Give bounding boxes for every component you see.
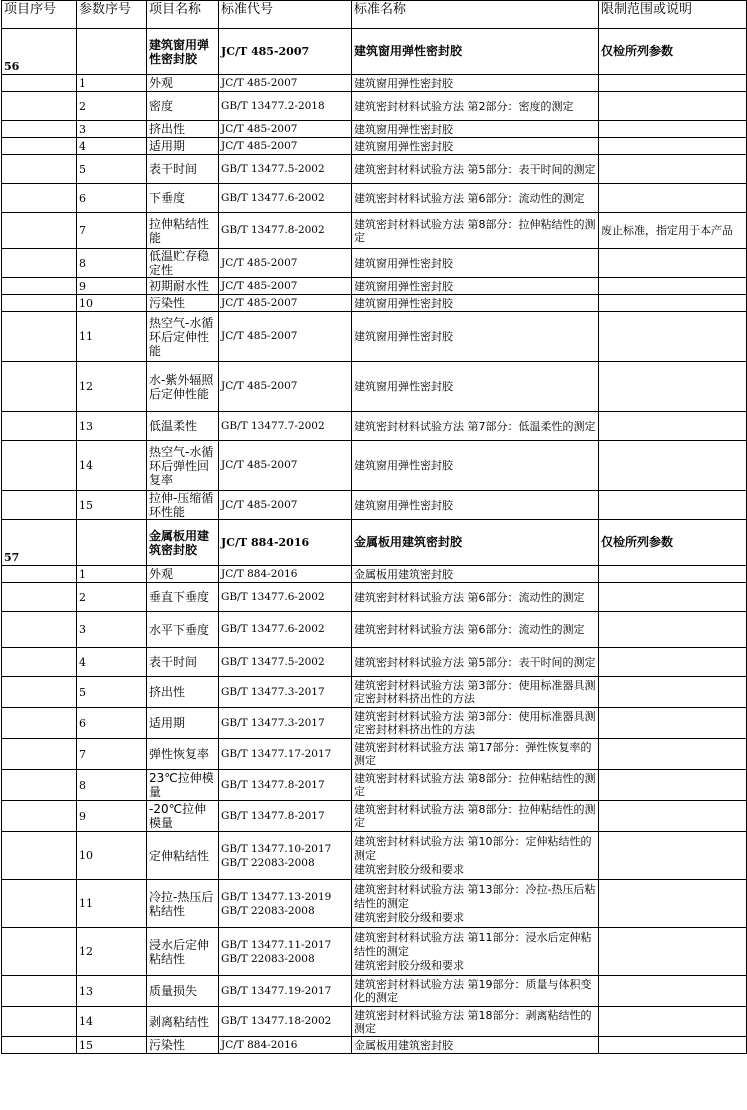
header-project-name: 项目名称 [147, 1, 219, 29]
row-standard-name: 建筑密封材料试验方法 第2部分：密度的测定 [352, 92, 599, 121]
row-standard-code: JC/T 485-2007 [219, 138, 352, 155]
row-project-no [2, 92, 77, 121]
row-limit [599, 412, 747, 441]
row-param-no: 9 [77, 278, 147, 295]
table-row [2, 677, 747, 708]
row-project-no [2, 295, 77, 312]
row-project-name: 水平下垂度 [147, 612, 219, 648]
row-standard-name: 建筑密封材料试验方法 第7部分：低温柔性的测定 [352, 412, 599, 441]
row-project-name: 质量损失 [147, 976, 219, 1007]
row-param-no: 12 [77, 362, 147, 412]
header-project-no: 项目序号 [2, 1, 77, 29]
row-project-no [2, 880, 77, 928]
row-standard-name-2: 建筑密封胶分级和要求 [354, 958, 464, 972]
row-standard-name: 建筑窗用弹性密封胶 [352, 441, 599, 491]
row-param-no: 4 [77, 138, 147, 155]
row-standard-code: GB/T 13477.5-2002 [219, 648, 352, 677]
row-standard-name: 建筑密封材料试验方法 第6部分：流动性的测定 [352, 612, 599, 648]
table-row [2, 441, 747, 491]
row-standard-code-1: GB/T 13477.11-2017 [221, 938, 332, 951]
row-project-name: 弹性恢复率 [147, 739, 219, 770]
row-param-no: 13 [77, 976, 147, 1007]
row-limit [599, 184, 747, 213]
table-row [2, 121, 747, 138]
row-param-no: 15 [77, 1037, 147, 1054]
row-limit [599, 278, 747, 295]
row-limit [599, 708, 747, 739]
row-standard-name: 建筑密封材料试验方法 第6部分：流动性的测定 [352, 583, 599, 612]
row-project-name: 表干时间 [147, 155, 219, 184]
row-param-no: 10 [77, 295, 147, 312]
group-header-row [2, 520, 747, 566]
table-row [2, 184, 747, 213]
row-standard-code: GB/T 13477.6-2002 [219, 583, 352, 612]
row-limit [599, 677, 747, 708]
group-project-no: 56 [2, 29, 77, 75]
row-project-no [2, 708, 77, 739]
row-standard-name-1: 建筑密封材料试验方法 第13部分：冷拉-热压后粘结性的测定 [354, 882, 596, 910]
row-standard-name: 建筑密封材料试验方法 第19部分：质量与体积变化的测定 [352, 976, 599, 1007]
row-limit [599, 770, 747, 801]
row-project-no [2, 441, 77, 491]
row-project-name: 初期耐水性 [147, 278, 219, 295]
table-row [2, 491, 747, 520]
group-param-no [77, 29, 147, 75]
row-standard-name: 金属板用建筑密封胶 [352, 1037, 599, 1054]
row-project-name: 低温贮存稳定性 [147, 249, 219, 278]
row-limit [599, 566, 747, 583]
group-project-name: 金属板用建筑密封胶 [147, 520, 219, 566]
row-project-name: 挤出性 [147, 121, 219, 138]
row-limit [599, 1037, 747, 1054]
row-standard-code: JC/T 485-2007 [219, 249, 352, 278]
row-project-no [2, 278, 77, 295]
row-project-no [2, 412, 77, 441]
row-limit [599, 612, 747, 648]
header-row [2, 1, 747, 29]
row-standard-code-2: GB/T 22083-2008 [221, 904, 315, 917]
row-project-name: 低温柔性 [147, 412, 219, 441]
row-standard-code: JC/T 485-2007 [219, 441, 352, 491]
row-param-no: 4 [77, 648, 147, 677]
row-param-no: 6 [77, 184, 147, 213]
row-standard-name: 建筑密封材料试验方法 第17部分：弹性恢复率的测定 [352, 739, 599, 770]
row-standard-name [352, 832, 599, 880]
row-limit [599, 295, 747, 312]
row-param-no: 3 [77, 121, 147, 138]
row-project-name: 垂直下垂度 [147, 583, 219, 612]
group-limit: 仅检所列参数 [599, 520, 747, 566]
row-standard-code-2: GB/T 22083-2008 [221, 952, 315, 965]
row-param-no: 1 [77, 566, 147, 583]
row-standard-code: JC/T 485-2007 [219, 362, 352, 412]
row-param-no: 13 [77, 412, 147, 441]
row-limit [599, 1007, 747, 1037]
row-standard-name: 建筑密封材料试验方法 第3部分：使用标准器具测定密封材料挤出性的方法 [352, 677, 599, 708]
row-project-no [2, 566, 77, 583]
row-standard-name: 建筑密封材料试验方法 第6部分：流动性的测定 [352, 184, 599, 213]
table-row [2, 583, 747, 612]
table-row [2, 92, 747, 121]
row-param-no: 2 [77, 583, 147, 612]
row-project-name: 拉伸-压缩循环性能 [147, 491, 219, 520]
group-limit: 仅检所列参数 [599, 29, 747, 75]
row-limit [599, 75, 747, 92]
row-param-no: 8 [77, 770, 147, 801]
table-row [2, 1007, 747, 1037]
row-project-no [2, 648, 77, 677]
row-standard-name-1: 建筑密封材料试验方法 第10部分：定伸粘结性的测定 [354, 834, 592, 862]
row-project-no [2, 976, 77, 1007]
row-standard-name: 建筑窗用弹性密封胶 [352, 278, 599, 295]
table-row [2, 976, 747, 1007]
row-project-no [2, 249, 77, 278]
row-limit [599, 976, 747, 1007]
row-project-name: 下垂度 [147, 184, 219, 213]
row-standard-code: GB/T 13477.5-2002 [219, 155, 352, 184]
header-standard-name: 标准名称 [352, 1, 599, 29]
row-limit [599, 138, 747, 155]
row-param-no: 5 [77, 677, 147, 708]
row-project-no [2, 362, 77, 412]
group-project-name: 建筑窗用弹性密封胶 [147, 29, 219, 75]
table-row [2, 412, 747, 441]
row-param-no: 14 [77, 441, 147, 491]
row-project-no [2, 928, 77, 976]
row-param-no: 5 [77, 155, 147, 184]
row-standard-code: JC/T 485-2007 [219, 278, 352, 295]
row-standard-code: GB/T 13477.3-2017 [219, 708, 352, 739]
row-standard-code-1: GB/T 13477.10-2017 [221, 842, 332, 855]
group-standard-code: JC/T 485-2007 [219, 29, 352, 75]
row-param-no: 14 [77, 1007, 147, 1037]
row-project-name: 热空气-水循环后定伸性能 [147, 312, 219, 362]
row-standard-name: 建筑窗用弹性密封胶 [352, 121, 599, 138]
row-limit [599, 441, 747, 491]
row-param-no: 6 [77, 708, 147, 739]
row-limit [599, 121, 747, 138]
row-param-no: 15 [77, 491, 147, 520]
row-project-name: 适用期 [147, 138, 219, 155]
row-project-no [2, 312, 77, 362]
row-standard-code-1: GB/T 13477.13-2019 [221, 890, 332, 903]
row-standard-name: 建筑窗用弹性密封胶 [352, 295, 599, 312]
row-project-name: 浸水后定伸粘结性 [147, 928, 219, 976]
header-limit: 限制范围或说明 [599, 1, 747, 29]
header-param-no: 参数序号 [77, 1, 147, 29]
row-standard-name: 建筑窗用弹性密封胶 [352, 312, 599, 362]
row-standard-code: JC/T 884-2016 [219, 1037, 352, 1054]
row-project-name: 定伸粘结性 [147, 832, 219, 880]
row-param-no: 7 [77, 739, 147, 770]
row-standard-code-2: GB/T 22083-2008 [221, 856, 315, 869]
row-project-no [2, 832, 77, 880]
row-standard-code: GB/T 13477.6-2002 [219, 184, 352, 213]
row-project-no [2, 184, 77, 213]
row-project-name: 水-紫外辐照后定伸性能 [147, 362, 219, 412]
row-project-no [2, 677, 77, 708]
row-limit [599, 92, 747, 121]
row-standard-code: GB/T 13477.8-2017 [219, 801, 352, 832]
row-project-name: 拉伸粘结性能 [147, 213, 219, 249]
row-project-name: 适用期 [147, 708, 219, 739]
row-standard-code [219, 832, 352, 880]
row-project-no [2, 138, 77, 155]
row-standard-code [219, 880, 352, 928]
row-project-name: 热空气-水循环后弹性回复率 [147, 441, 219, 491]
row-project-no [2, 612, 77, 648]
row-limit [599, 491, 747, 520]
table-row [2, 770, 747, 801]
row-standard-code: JC/T 884-2016 [219, 566, 352, 583]
row-project-no [2, 770, 77, 801]
row-standard-name: 建筑密封材料试验方法 第8部分：拉伸粘结性的测定 [352, 801, 599, 832]
row-param-no: 1 [77, 75, 147, 92]
row-param-no: 12 [77, 928, 147, 976]
row-limit [599, 312, 747, 362]
row-standard-name-2: 建筑密封胶分级和要求 [354, 862, 464, 876]
table-row [2, 648, 747, 677]
row-project-no [2, 739, 77, 770]
row-standard-code: GB/T 13477.17-2017 [219, 739, 352, 770]
group-header-row [2, 29, 747, 75]
row-standard-name: 建筑密封材料试验方法 第5部分：表干时间的测定 [352, 155, 599, 184]
row-project-name: 表干时间 [147, 648, 219, 677]
row-limit [599, 928, 747, 976]
row-limit [599, 739, 747, 770]
row-param-no: 11 [77, 312, 147, 362]
row-limit [599, 583, 747, 612]
row-param-no: 3 [77, 612, 147, 648]
group-project-no: 57 [2, 520, 77, 566]
row-standard-code: JC/T 485-2007 [219, 121, 352, 138]
row-standard-code: GB/T 13477.3-2017 [219, 677, 352, 708]
group-standard-name: 金属板用建筑密封胶 [352, 520, 599, 566]
row-limit [599, 155, 747, 184]
group-param-no [77, 520, 147, 566]
row-project-name: 剥离粘结性 [147, 1007, 219, 1037]
table-row [2, 880, 747, 928]
table-row [2, 612, 747, 648]
row-standard-name: 建筑密封材料试验方法 第8部分：拉伸粘结性的测定 [352, 770, 599, 801]
row-standard-name: 建筑窗用弹性密封胶 [352, 491, 599, 520]
row-project-no [2, 75, 77, 92]
row-project-no [2, 801, 77, 832]
table-row [2, 138, 747, 155]
row-standard-code: GB/T 13477.8-2017 [219, 770, 352, 801]
row-standard-code: GB/T 13477.18-2002 [219, 1007, 352, 1037]
row-project-name: 挤出性 [147, 677, 219, 708]
row-limit [599, 648, 747, 677]
table-body [2, 29, 747, 1054]
row-project-no [2, 155, 77, 184]
row-project-name: 冷拉-热压后粘结性 [147, 880, 219, 928]
row-limit [599, 801, 747, 832]
row-standard-name: 建筑密封材料试验方法 第5部分：表干时间的测定 [352, 648, 599, 677]
row-project-name: 密度 [147, 92, 219, 121]
table-row [2, 708, 747, 739]
table-row [2, 801, 747, 832]
row-param-no: 7 [77, 213, 147, 249]
group-standard-name: 建筑窗用弹性密封胶 [352, 29, 599, 75]
standards-table [1, 0, 747, 1054]
row-param-no: 11 [77, 880, 147, 928]
row-project-name: 污染性 [147, 1037, 219, 1054]
table-row [2, 249, 747, 278]
row-project-no [2, 121, 77, 138]
row-project-name: -20℃拉伸模量 [147, 801, 219, 832]
row-limit [599, 362, 747, 412]
row-param-no: 2 [77, 92, 147, 121]
row-limit: 废止标准，指定用于本产品 [599, 213, 747, 249]
table-row [2, 155, 747, 184]
row-standard-name-2: 建筑密封胶分级和要求 [354, 910, 464, 924]
row-limit [599, 880, 747, 928]
group-standard-code: JC/T 884-2016 [219, 520, 352, 566]
table-row [2, 739, 747, 770]
row-project-no [2, 1007, 77, 1037]
table-row [2, 213, 747, 249]
row-standard-name: 建筑密封材料试验方法 第18部分：剥离粘结性的测定 [352, 1007, 599, 1037]
row-standard-code: JC/T 485-2007 [219, 75, 352, 92]
row-standard-name: 建筑密封材料试验方法 第3部分：使用标准器具测定密封材料挤出性的方法 [352, 708, 599, 739]
row-standard-name: 建筑窗用弹性密封胶 [352, 249, 599, 278]
row-param-no: 8 [77, 249, 147, 278]
row-standard-name: 建筑窗用弹性密封胶 [352, 75, 599, 92]
row-project-no [2, 583, 77, 612]
row-limit [599, 249, 747, 278]
row-standard-code: GB/T 13477.2-2018 [219, 92, 352, 121]
row-standard-name: 建筑窗用弹性密封胶 [352, 138, 599, 155]
row-param-no: 9 [77, 801, 147, 832]
row-project-no [2, 213, 77, 249]
row-standard-code: JC/T 485-2007 [219, 491, 352, 520]
row-standard-name: 金属板用建筑密封胶 [352, 566, 599, 583]
table-row [2, 295, 747, 312]
row-standard-name-1: 建筑密封材料试验方法 第11部分：浸水后定伸粘结性的测定 [354, 930, 592, 958]
row-standard-name [352, 928, 599, 976]
row-project-no [2, 491, 77, 520]
row-standard-code: GB/T 13477.7-2002 [219, 412, 352, 441]
row-project-no [2, 1037, 77, 1054]
table-row [2, 566, 747, 583]
row-standard-code: JC/T 485-2007 [219, 295, 352, 312]
row-standard-name: 建筑窗用弹性密封胶 [352, 362, 599, 412]
table-row [2, 832, 747, 880]
row-standard-code: GB/T 13477.8-2002 [219, 213, 352, 249]
row-standard-code: GB/T 13477.19-2017 [219, 976, 352, 1007]
row-project-name: 外观 [147, 566, 219, 583]
row-project-name: 外观 [147, 75, 219, 92]
table-row [2, 928, 747, 976]
table-row [2, 1037, 747, 1054]
row-standard-code: GB/T 13477.6-2002 [219, 612, 352, 648]
table-row [2, 75, 747, 92]
table-row [2, 362, 747, 412]
row-param-no: 10 [77, 832, 147, 880]
table-row [2, 312, 747, 362]
row-standard-name: 建筑密封材料试验方法 第8部分：拉伸粘结性的测定 [352, 213, 599, 249]
row-standard-code: JC/T 485-2007 [219, 312, 352, 362]
table-row [2, 278, 747, 295]
row-limit [599, 832, 747, 880]
header-standard-code: 标准代号 [219, 1, 352, 29]
row-standard-code [219, 928, 352, 976]
row-project-name: 23℃拉伸模量 [147, 770, 219, 801]
row-standard-name [352, 880, 599, 928]
row-project-name: 污染性 [147, 295, 219, 312]
